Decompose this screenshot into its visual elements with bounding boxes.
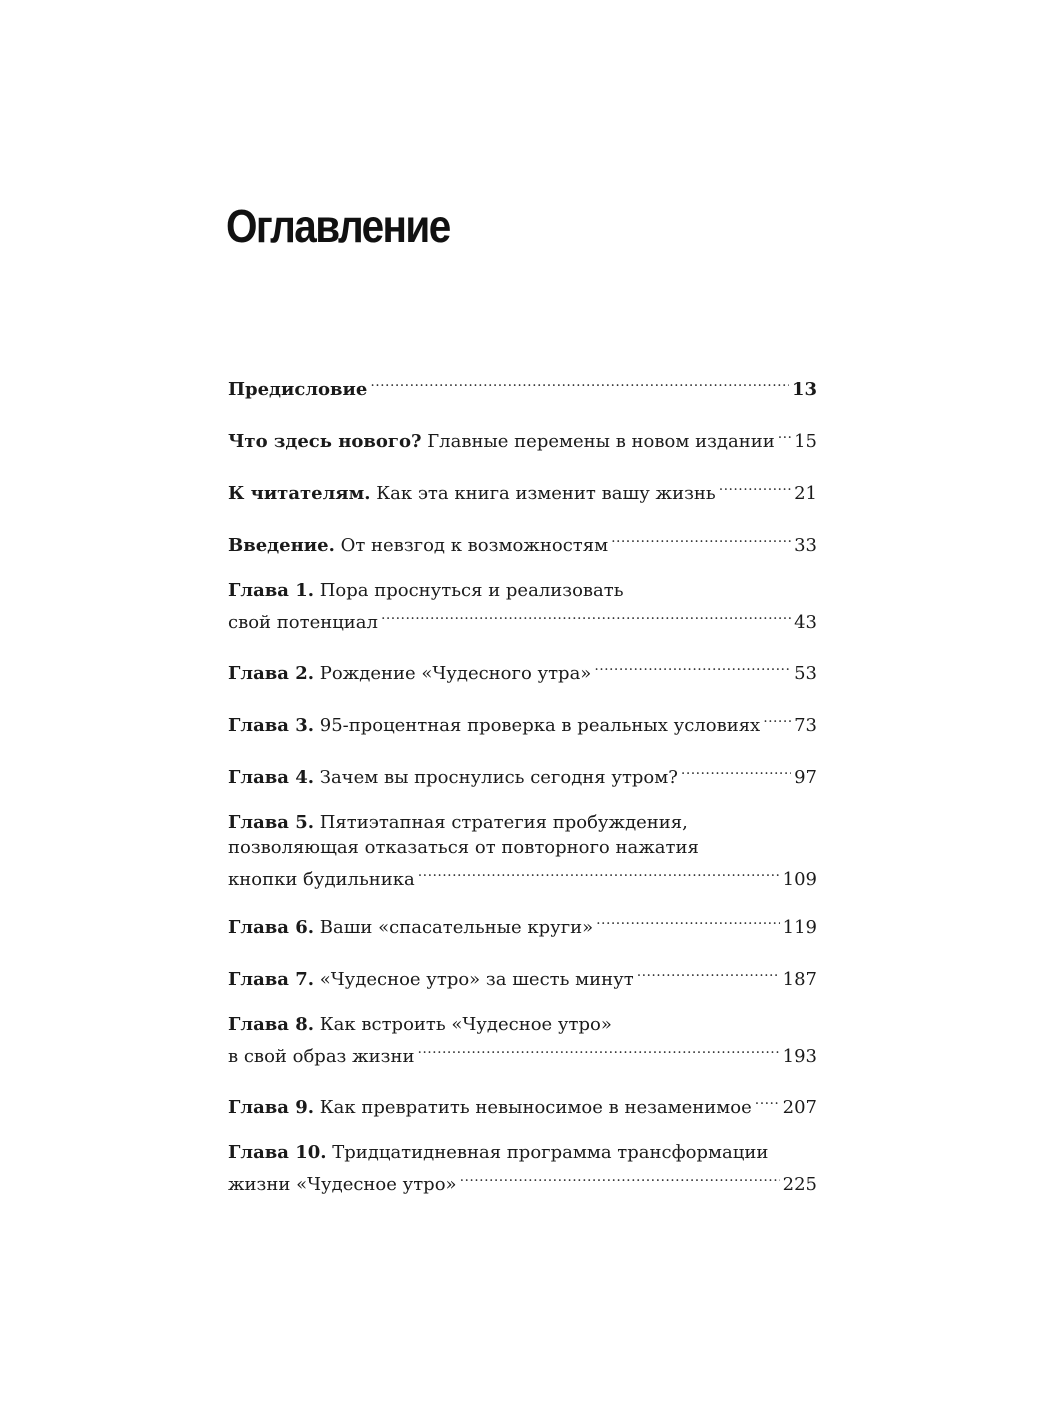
toc-entry-last-line: [228, 603, 817, 633]
toc-entry-line: [228, 810, 817, 835]
toc-entry[interactable]: [228, 422, 817, 452]
dot-leader: [596, 908, 780, 933]
dot-leader: [778, 422, 791, 447]
toc-entry-heading: Что здесь нового?: [228, 431, 422, 452]
dot-leader: [719, 474, 791, 499]
toc-entry-label: [228, 429, 775, 454]
toc-entry-title: Как встроить «Чудесное утро»: [314, 1014, 612, 1035]
toc-entry-heading: Введение.: [228, 535, 335, 556]
toc-entry-heading: Глава 3.: [228, 715, 315, 736]
toc-entry-label: [228, 967, 634, 992]
page-title: Оглавление: [226, 200, 450, 252]
toc-page-number: 119: [782, 917, 817, 938]
toc-page-number: 15: [794, 431, 817, 452]
dot-leader: [381, 603, 791, 628]
toc-entry[interactable]: [228, 526, 817, 556]
dot-leader: [418, 860, 780, 885]
toc-entry[interactable]: [228, 1088, 817, 1118]
dot-leader: [681, 758, 791, 783]
toc-entry-last-line: [228, 1037, 817, 1067]
toc-entry-last-line: [228, 960, 817, 990]
toc-page-number: 43: [794, 612, 817, 633]
toc-entry-label: свой потенциал: [228, 612, 378, 633]
toc-entry[interactable]: [228, 1012, 817, 1067]
toc-entry-last-line: [228, 526, 817, 556]
toc-entry-label: [228, 533, 608, 558]
toc-page-number: 225: [782, 1174, 817, 1195]
toc-entry-title: Главные перемены в новом издании: [421, 431, 775, 452]
toc-entry[interactable]: [228, 810, 817, 890]
dot-leader: [594, 654, 791, 679]
toc-entry-heading: Глава 8.: [228, 1014, 315, 1035]
toc-entry[interactable]: [228, 1140, 817, 1195]
toc-entry-label: кнопки будильника: [228, 869, 415, 890]
toc-page-number: 109: [782, 869, 817, 890]
toc-entry-line: [228, 1012, 817, 1037]
toc-page-number: 33: [794, 535, 817, 556]
toc-entry[interactable]: [228, 578, 817, 633]
toc-entry-last-line: [228, 706, 817, 736]
toc-entry-line: [228, 835, 817, 860]
toc-entry[interactable]: [228, 654, 817, 684]
toc-entry-heading: Глава 6.: [228, 917, 315, 938]
toc-entry-title: 95-процентная проверка в реальных условиях: [314, 715, 761, 736]
toc-entry-title: Пора проснуться и реализовать: [314, 580, 624, 601]
toc-entry-last-line: [228, 474, 817, 504]
toc-page-number: 97: [794, 767, 817, 788]
toc-entry-line: [228, 1140, 817, 1165]
dot-leader: [417, 1037, 779, 1062]
toc-entry-title: Как эта книга изменит вашу жизнь: [370, 483, 716, 504]
toc-entry-last-line: [228, 422, 817, 452]
toc-entry[interactable]: [228, 960, 817, 990]
toc-entry[interactable]: [228, 908, 817, 938]
toc-entry[interactable]: [228, 370, 817, 400]
toc-entry-heading: Глава 2.: [228, 663, 315, 684]
toc-entry-label: [228, 661, 591, 686]
toc-entry-last-line: [228, 1088, 817, 1118]
dot-leader: [755, 1088, 780, 1113]
toc-page-number: 21: [794, 483, 817, 504]
toc-entry-line: [228, 578, 817, 603]
toc-entry-label: [228, 377, 367, 402]
dot-leader: [763, 706, 791, 731]
toc-page-number: 187: [782, 969, 817, 990]
toc-entry-title: Ваши «спасательные круги»: [314, 917, 594, 938]
toc-entry-label: [228, 1142, 768, 1163]
toc-entry-label: [228, 481, 716, 506]
toc-entry-heading: К читателям.: [228, 483, 371, 504]
toc-entry-last-line: [228, 370, 817, 400]
toc-entry-heading: Глава 10.: [228, 1142, 327, 1163]
toc-entry[interactable]: [228, 474, 817, 504]
toc-entry-label: [228, 765, 678, 790]
toc-entry-last-line: [228, 908, 817, 938]
toc-entry-label: позволяющая отказаться от повторного нажатия: [228, 837, 699, 858]
toc-entry-label: жизни «Чудесное утро»: [228, 1174, 457, 1195]
toc-entry-heading: Предисловие: [228, 379, 368, 400]
toc-entry-last-line: [228, 654, 817, 684]
toc-entry-label: [228, 713, 760, 738]
dot-leader: [637, 960, 780, 985]
toc-entry[interactable]: [228, 758, 817, 788]
toc-entry-label: [228, 915, 593, 940]
toc-page-number: 53: [794, 663, 817, 684]
toc-entry-heading: Глава 5.: [228, 812, 315, 833]
toc-entry-heading: Глава 1.: [228, 580, 315, 601]
toc-entry[interactable]: [228, 706, 817, 736]
toc-entry-last-line: [228, 860, 817, 890]
toc-entry-heading: Глава 4.: [228, 767, 315, 788]
toc-page-number: 73: [794, 715, 817, 736]
toc-entry-title: «Чудесное утро» за шесть минут: [314, 969, 634, 990]
toc-entry-label: [228, 1014, 612, 1035]
toc-page-number: 193: [782, 1046, 817, 1067]
dot-leader: [370, 370, 789, 395]
dot-leader: [460, 1165, 780, 1190]
toc-entry-label: [228, 812, 688, 833]
toc-entry-title: Как превратить невыносимое в незаменимое: [314, 1097, 752, 1118]
toc-entry-label: в свой образ жизни: [228, 1046, 415, 1067]
toc-entry-label: [228, 580, 624, 601]
toc-page-number: 13: [791, 379, 817, 400]
toc-page-number: 207: [782, 1097, 817, 1118]
toc-entry-label: [228, 1095, 752, 1120]
toc-entry-title: От невзгод к возможностям: [334, 535, 609, 556]
dot-leader: [611, 526, 791, 551]
toc-entry-title: Рождение «Чудесного утра»: [314, 663, 592, 684]
toc-entry-title: Пятиэтапная стратегия пробуждения,: [314, 812, 688, 833]
toc-entry-title: Тридцатидневная программа трансформации: [326, 1142, 769, 1163]
toc-entry-last-line: [228, 758, 817, 788]
toc-entry-heading: Глава 9.: [228, 1097, 315, 1118]
toc-entry-last-line: [228, 1165, 817, 1195]
toc-entry-title: Зачем вы проснулись сегодня утром?: [314, 767, 678, 788]
toc-entry-heading: Глава 7.: [228, 969, 315, 990]
